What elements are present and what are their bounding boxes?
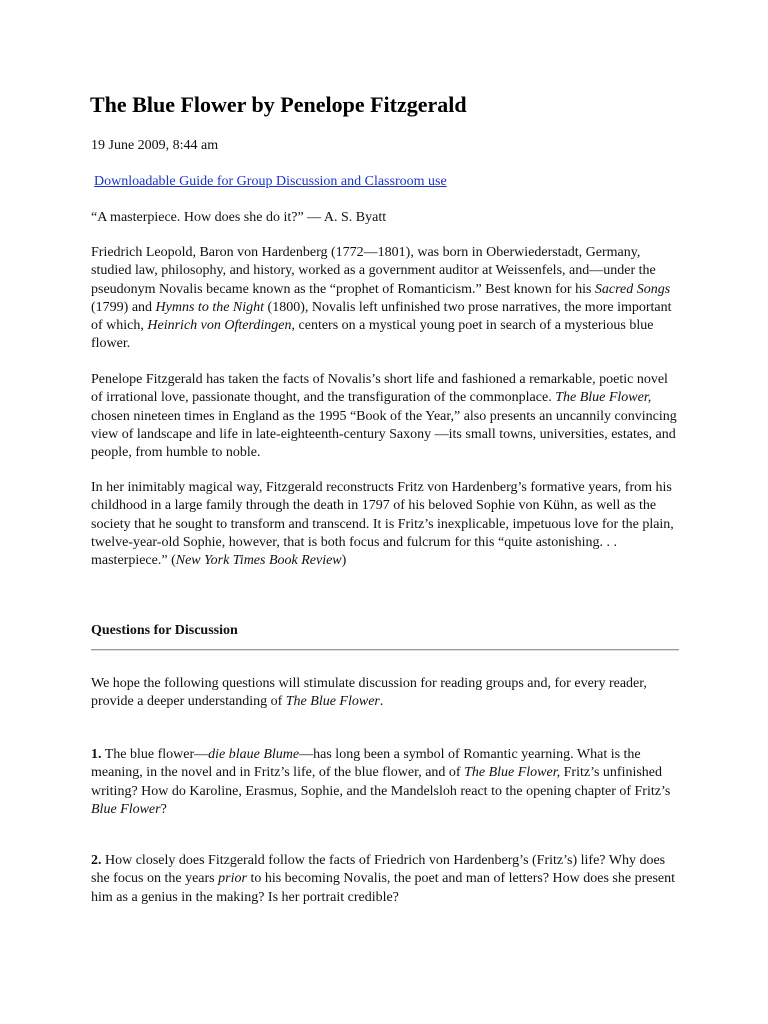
questions-heading: Questions for Discussion (91, 623, 238, 638)
question-number: 1. (91, 747, 102, 762)
italic-title: The Blue Flower (285, 694, 380, 710)
text-run: (1800), Novalis left unfinished two prose narratives, the more important of which, (91, 299, 672, 334)
text-run: . (379, 694, 384, 710)
italic-word: prior (218, 871, 247, 887)
text-run: chosen nineteen times in England as the 1995 “Book of the Year,” also presents an uncannily convincing view of landscape and life in late-eighteenth-century Saxony —its small towns, universities, estates, and people, from humble to noble. (91, 408, 677, 461)
text-run: Fritz’s unfinished writing? How do Karoline, Erasmus, Sophie, and the Mandelsloh react to the opening chapter of Fritz’s (91, 765, 671, 799)
text-run: In her inimitably magical way, Fitzgerald reconstructs Fritz von Hardenberg’s formative years, from his childhood in a large family through the death in 1797 of his beloved Sophie von Kühn, as well as the society that he sought to transform and transcend. It is Fritz’s inexplicable, impetuous love for the plain, twelve-year-old Sophie, however, that is both focus and fulcrum for this “quite astonishing. . . masterpiece.” ( (91, 480, 674, 569)
italic-title: The Blue Flower, (464, 765, 561, 781)
text-run: ? (160, 801, 167, 817)
italic-title: Hymns to the Night (155, 299, 265, 315)
text-run: How closely does Fitzgerald follow the facts of Friedrich von Hardenberg’s (Fritz’s) life? Why does she focus on the years (91, 853, 666, 887)
post-date: 19 June 2009, 8:44 am (91, 138, 219, 153)
text-run: to his becoming Novalis, the poet and man of letters? How does she present him as a genius in the making? Is her portrait credible? (91, 871, 676, 905)
text-run: ) (341, 553, 347, 569)
text-run: , centers on a mystical young poet in search of a mysterious blue flower. (91, 318, 654, 352)
intro-paragraph-2 (91, 371, 681, 462)
italic-title: Sacred Songs (594, 281, 671, 297)
byatt-quote: “A masterpiece. How does she do it?” — A. S. Byatt (91, 210, 387, 225)
intro-paragraph-3 (91, 479, 681, 570)
text-run: Friedrich Leopold, Baron von Hardenberg (1772—1801), was born in Oberwiederstadt, Germany, studied law, philosophy, and history, worked as a government auditor at Weissenfels, and—under the pseudonym Novalis became known as the “prophet of Romanticism.” Best known for his (91, 245, 656, 297)
text-run: The blue flower— (101, 747, 209, 762)
question-number: 2. (91, 853, 102, 868)
intro-paragraph-1 (91, 244, 681, 354)
italic-title: New York Times Book Review (175, 553, 342, 569)
italic-phrase: die blaue Blume (208, 747, 300, 762)
section-divider (91, 649, 679, 651)
question-2 (91, 852, 681, 907)
article-title: The Blue Flower by Penelope Fitzgerald (90, 92, 467, 117)
italic-title: Heinrich von Ofterdingen (147, 318, 292, 334)
guide-paragraph (94, 174, 447, 190)
text-run: Penelope Fitzgerald has taken the facts of Novalis’s short life and fashioned a remarkable, poetic novel of irrational love, passionate thought, and the transfiguration of the commonplace. (91, 372, 668, 406)
question-1 (91, 746, 681, 819)
text-run: We hope the following questions will stimulate discussion for reading groups and, for every reader, provide a deeper understanding of (91, 676, 647, 710)
text-run: —has long been a symbol of Romantic yearning. What is the meaning, in the novel and in Fritz’s life, of the blue flower, and of (91, 747, 641, 781)
downloadable-guide-link[interactable]: Downloadable Guide for Group Discussion and Classroom use (94, 174, 447, 189)
text-run: (1799) and (91, 299, 156, 315)
italic-title: The Blue Flower, (555, 390, 652, 406)
italic-title: Blue Flower (91, 801, 161, 817)
questions-intro (91, 675, 681, 712)
